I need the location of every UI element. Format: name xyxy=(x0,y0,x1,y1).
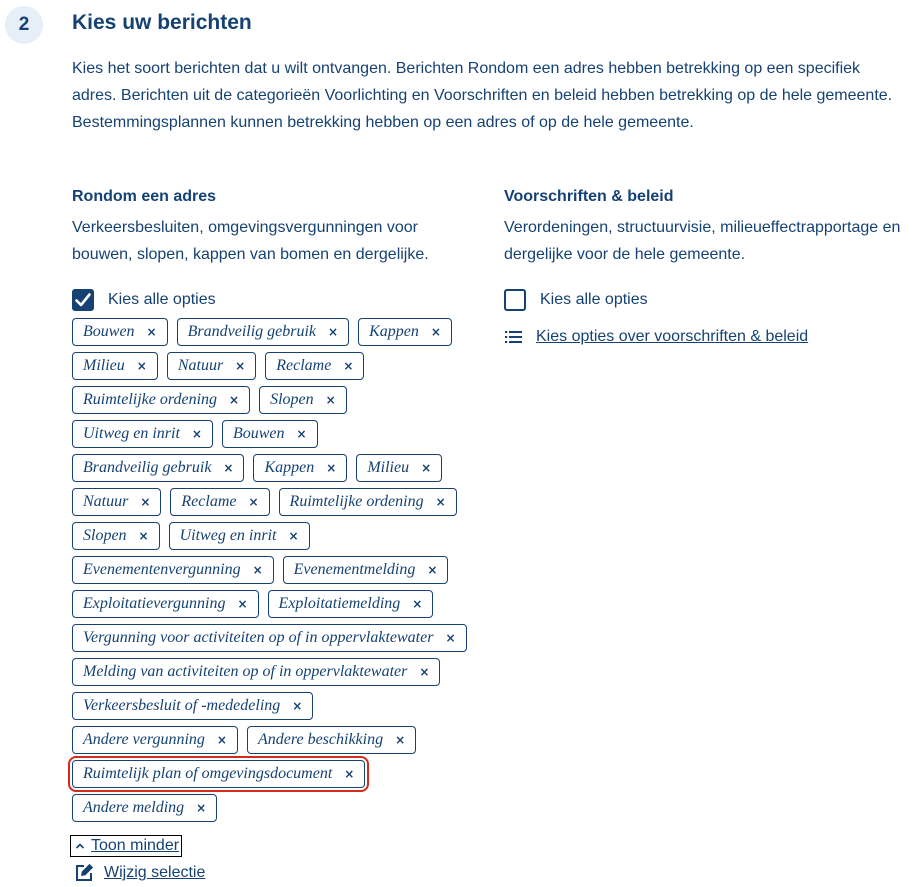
select-all-label: Kies alle opties xyxy=(108,291,216,308)
selected-chip[interactable] xyxy=(72,760,365,788)
remove-chip-icon[interactable]: × xyxy=(288,529,299,543)
chip-label: Kappen xyxy=(264,459,315,476)
chip-row xyxy=(72,318,472,346)
select-all-label: Kies alle opties xyxy=(540,291,648,308)
chip-label: Evenementenvergunning xyxy=(83,561,241,578)
chip-row xyxy=(72,556,472,584)
remove-chip-icon[interactable]: × xyxy=(252,563,263,577)
remove-chip-icon[interactable]: × xyxy=(435,495,446,509)
step-number: 2 xyxy=(5,6,43,44)
remove-chip-icon[interactable]: × xyxy=(292,699,303,713)
chip-label: Andere beschikking xyxy=(257,731,384,748)
chip-label: Natuur xyxy=(83,493,129,510)
section-rondom-een-adres xyxy=(72,186,472,828)
select-all-checkbox[interactable] xyxy=(504,289,526,311)
remove-chip-icon[interactable]: × xyxy=(421,461,432,475)
chip-label: Natuur xyxy=(177,357,224,374)
selected-chip[interactable] xyxy=(72,318,168,346)
chip-label: Ruimtelijke ordening xyxy=(289,493,424,510)
section-title: Rondom een adres xyxy=(72,188,217,205)
choose-options-label: Kies opties over voorschriften & beleid xyxy=(536,328,809,345)
remove-chip-icon[interactable]: × xyxy=(138,529,149,543)
selected-chip[interactable] xyxy=(72,624,467,652)
section-voorschriften-beleid xyxy=(504,186,914,346)
selected-chip[interactable] xyxy=(72,522,160,550)
remove-chip-icon[interactable]: × xyxy=(344,767,355,781)
chip-row xyxy=(72,624,472,652)
selected-chip[interactable] xyxy=(283,556,449,584)
chip-row xyxy=(72,454,472,482)
chip-label: Vergunning voor activiteiten op of in oppervlaktewater xyxy=(83,629,434,646)
selected-chip[interactable] xyxy=(247,726,416,754)
remove-chip-icon[interactable]: × xyxy=(395,733,406,747)
chip-row xyxy=(72,352,472,380)
remove-chip-icon[interactable]: × xyxy=(326,461,337,475)
chip-row xyxy=(72,386,472,414)
selected-chip[interactable] xyxy=(167,352,256,380)
section-description: Verordeningen, structuurvisie, milieueffectrapportage en dergelijke voor de hele gemeente. xyxy=(504,219,901,263)
selected-chip[interactable] xyxy=(356,454,442,482)
remove-chip-icon[interactable]: × xyxy=(229,393,240,407)
selected-chip[interactable] xyxy=(259,386,347,414)
remove-chip-icon[interactable]: × xyxy=(445,631,456,645)
remove-chip-icon[interactable]: × xyxy=(136,359,147,373)
show-less-button[interactable] xyxy=(70,835,182,857)
chip-label: Andere vergunning xyxy=(83,731,205,748)
chip-row xyxy=(72,590,472,618)
chip-row xyxy=(72,488,472,516)
remove-chip-icon[interactable]: × xyxy=(196,801,207,815)
page-title: Kies uw berichten xyxy=(72,11,252,34)
remove-chip-icon[interactable]: × xyxy=(248,495,259,509)
select-all-row[interactable] xyxy=(504,286,914,314)
chip-label: Bouwen xyxy=(83,323,135,340)
select-all-checkbox[interactable] xyxy=(72,289,94,311)
remove-chip-icon[interactable]: × xyxy=(237,597,248,611)
chip-label: Reclame xyxy=(181,493,237,510)
chip-label: Andere melding xyxy=(83,799,185,816)
remove-chip-icon[interactable]: × xyxy=(216,733,227,747)
chip-label: Ruimtelijke ordening xyxy=(83,391,218,408)
selected-chip[interactable] xyxy=(268,590,434,618)
selected-chip[interactable] xyxy=(169,522,310,550)
edit-selection-link[interactable] xyxy=(74,863,205,883)
chip-label: Exploitatievergunning xyxy=(83,595,226,612)
section-title: Voorschriften & beleid xyxy=(504,188,674,205)
selected-chip[interactable] xyxy=(72,658,440,686)
remove-chip-icon[interactable]: × xyxy=(235,359,246,373)
list-icon xyxy=(504,329,524,345)
selected-chip[interactable] xyxy=(72,556,274,584)
remove-chip-icon[interactable]: × xyxy=(325,393,336,407)
chip-label: Uitweg en inrit xyxy=(179,527,277,544)
chip-row xyxy=(72,522,472,550)
chip-label: Milieu xyxy=(83,357,125,374)
chip-row xyxy=(72,658,472,686)
remove-chip-icon[interactable]: × xyxy=(191,427,202,441)
remove-chip-icon[interactable]: × xyxy=(328,325,339,339)
chip-row xyxy=(72,726,472,754)
chip-row xyxy=(72,420,472,448)
chip-label: Uitweg en inrit xyxy=(83,425,180,442)
remove-chip-icon[interactable]: × xyxy=(419,665,430,679)
selected-chip[interactable] xyxy=(72,488,161,516)
selected-chips xyxy=(72,318,472,822)
remove-chip-icon[interactable]: × xyxy=(223,461,234,475)
chip-label: Reclame xyxy=(276,357,332,374)
select-all-row[interactable] xyxy=(72,286,472,314)
edit-selection-label: Wijzig selectie xyxy=(104,864,206,881)
chip-label: Milieu xyxy=(367,459,410,476)
remove-chip-icon[interactable]: × xyxy=(140,495,151,509)
choose-options-link[interactable] xyxy=(504,328,914,346)
chip-label: Verkeersbesluit of -mededeling xyxy=(83,697,281,714)
chip-label: Kappen xyxy=(369,323,419,340)
selected-chip[interactable] xyxy=(72,386,250,414)
show-less-label: Toon minder xyxy=(91,837,180,854)
remove-chip-icon[interactable]: × xyxy=(343,359,354,373)
chip-row xyxy=(72,692,472,720)
chip-label: Ruimtelijk plan of omgevingsdocument xyxy=(83,765,333,782)
selected-chip[interactable] xyxy=(72,352,158,380)
chip-label: Slopen xyxy=(270,391,314,408)
remove-chip-icon[interactable]: × xyxy=(146,325,157,339)
chevron-up-icon xyxy=(75,842,85,850)
remove-chip-icon[interactable]: × xyxy=(427,563,438,577)
selected-chip[interactable] xyxy=(177,318,349,346)
selected-chip[interactable] xyxy=(72,692,313,720)
selected-chip[interactable] xyxy=(265,352,364,380)
chip-label: Bouwen xyxy=(232,425,285,442)
remove-chip-icon[interactable]: × xyxy=(296,427,307,441)
selected-chip[interactable] xyxy=(72,420,213,448)
chip-row xyxy=(72,794,472,822)
selected-chip[interactable] xyxy=(358,318,452,346)
remove-chip-icon[interactable]: × xyxy=(430,325,441,339)
chip-label: Evenementmelding xyxy=(293,561,416,578)
chip-row xyxy=(72,760,472,788)
selected-chip[interactable] xyxy=(72,454,244,482)
check-icon xyxy=(75,293,91,307)
selected-chip[interactable] xyxy=(253,454,347,482)
remove-chip-icon[interactable]: × xyxy=(412,597,423,611)
edit-icon xyxy=(74,863,94,883)
chip-label: Slopen xyxy=(83,527,127,544)
selected-chip[interactable] xyxy=(222,420,318,448)
chip-label: Brandveilig gebruik xyxy=(187,323,317,340)
selected-chip[interactable] xyxy=(170,488,269,516)
selected-chip[interactable] xyxy=(72,726,238,754)
section-description: Verkeersbesluiten, omgevingsvergunningen voor bouwen, slopen, kappen van bomen en dergelijke. xyxy=(72,219,429,263)
selected-chip[interactable] xyxy=(72,794,217,822)
selected-chip[interactable] xyxy=(72,590,259,618)
intro-text: Kies het soort berichten dat u wilt ontvangen. Berichten Rondom een adres hebben betrekking op een specifiek adres. Berichten uit de categorieën Voorlichting en Voorschriften en beleid hebben betrekking op de hele gemeente. Bestemmingsplannen kunnen betrekking hebben op een adres of op de hele gemeente. xyxy=(72,60,893,131)
chip-label: Melding van activiteiten op of in oppervlaktewater xyxy=(83,663,408,680)
selected-chip[interactable] xyxy=(279,488,457,516)
chip-label: Brandveilig gebruik xyxy=(83,459,212,476)
chip-label: Exploitatiemelding xyxy=(278,595,401,612)
